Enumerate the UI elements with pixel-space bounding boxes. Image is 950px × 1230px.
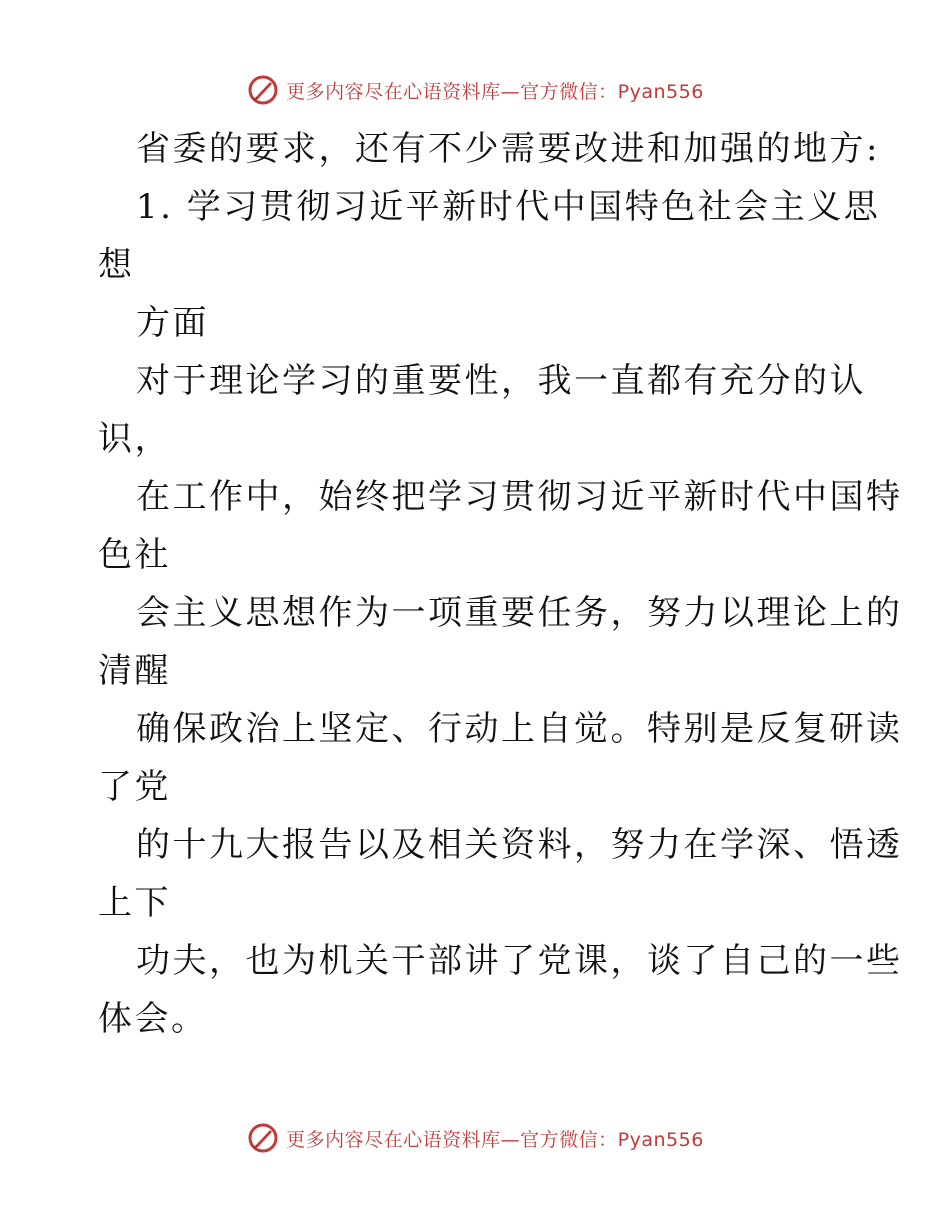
footer-watermark	[0, 1118, 950, 1158]
text-line: 省委的要求，还有不少需要改进和加强的地方:	[136, 129, 880, 169]
header-watermark	[0, 70, 950, 110]
text-line: 会主义思想作为一项重要任务，努力以理论上的	[136, 593, 903, 633]
text-line: 功夫，也为机关干部讲了党课，谈了自己的一些	[136, 941, 903, 981]
text-line: 色社	[98, 535, 171, 575]
text-line: 的十九大报告以及相关资料，努力在学深、悟透	[136, 825, 903, 865]
text-line: 想	[98, 245, 135, 285]
text-line: 了党	[98, 767, 171, 807]
text-line: 1. 学习贯彻习近平新时代中国特色社会主义思	[136, 187, 881, 227]
text-line: 识，	[98, 419, 171, 459]
watermark-text: 更多内容尽在心语资料库—官方微信：Pyan556	[286, 1128, 704, 1151]
text-line: 确保政治上坚定、行动上自觉。特别是反复研读	[136, 709, 903, 749]
quill-logo-icon	[246, 73, 280, 107]
text-line: 在工作中，始终把学习贯彻习近平新时代中国特	[136, 477, 903, 517]
text-line: 体会。	[98, 999, 208, 1039]
document-body	[98, 120, 903, 1048]
text-line: 方面	[136, 303, 209, 343]
text-line: 上下	[98, 883, 171, 923]
quill-logo-icon	[246, 1121, 280, 1155]
watermark-text: 更多内容尽在心语资料库—官方微信：Pyan556	[286, 80, 704, 103]
text-line: 清醒	[98, 651, 171, 691]
text-line: 对于理论学习的重要性，我一直都有充分的认	[136, 361, 866, 401]
